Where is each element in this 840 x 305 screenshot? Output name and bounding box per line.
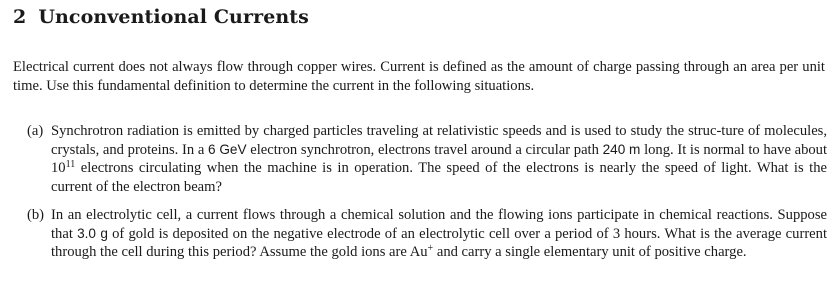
problem-b-label: (b): [27, 207, 45, 223]
problem-a-label: (a): [27, 123, 44, 139]
problem-a: [27, 122, 827, 196]
section-number: 2: [13, 6, 27, 28]
energy-quantity: 6 GeV: [207, 141, 247, 157]
section-title: Unconventional Currents: [38, 6, 309, 28]
mass-quantity: 3.0 g: [77, 225, 108, 241]
problem-a-text-part: electron synchrotron, electrons travel around a circular path: [246, 141, 603, 158]
section-heading: [13, 6, 309, 28]
intro-paragraph: Electrical current does not always flow through copper wires. Current is defined as the amount of charge passing through an area per unit time. Use this fundamental definition to determine the current in the following situations.: [13, 59, 825, 94]
problem-b-text-part: In an electrolytic cell, a current flows through a chemical solution and the flowing ions participate in chemical reactions. Suppose that: [51, 207, 827, 242]
problem-a-text-part: electrons circulating when the machine is in operation. The speed of the electrons is nearly the speed of light. What is the current of the electron beam?: [51, 160, 827, 195]
exponent: 11: [65, 159, 76, 170]
ion-charge-superscript: +: [427, 243, 434, 254]
problem-a-text-part: Synchrotron radiation is emitted by charged particles traveling at relativistic speeds and is used to study the struc-ture of molecules, crystals, and proteins. In a: [51, 123, 827, 158]
problem-b-text: [51, 206, 827, 262]
problem-b-text-part: and carry a single elementary unit of positive charge.: [433, 244, 747, 260]
length-quantity: 240 m: [602, 141, 641, 157]
problem-b: [27, 206, 827, 262]
problem-b-text-part: of gold is deposited on the negative electrode of an electrolytic cell over a period of 3 hours. What is the average current through the cell during this period? Assume the gold ions are Au: [51, 225, 828, 260]
problem-a-text: [51, 122, 827, 196]
problem-list: [27, 122, 827, 262]
problem-a-text-part: long. It is normal to have about 10: [51, 141, 828, 176]
